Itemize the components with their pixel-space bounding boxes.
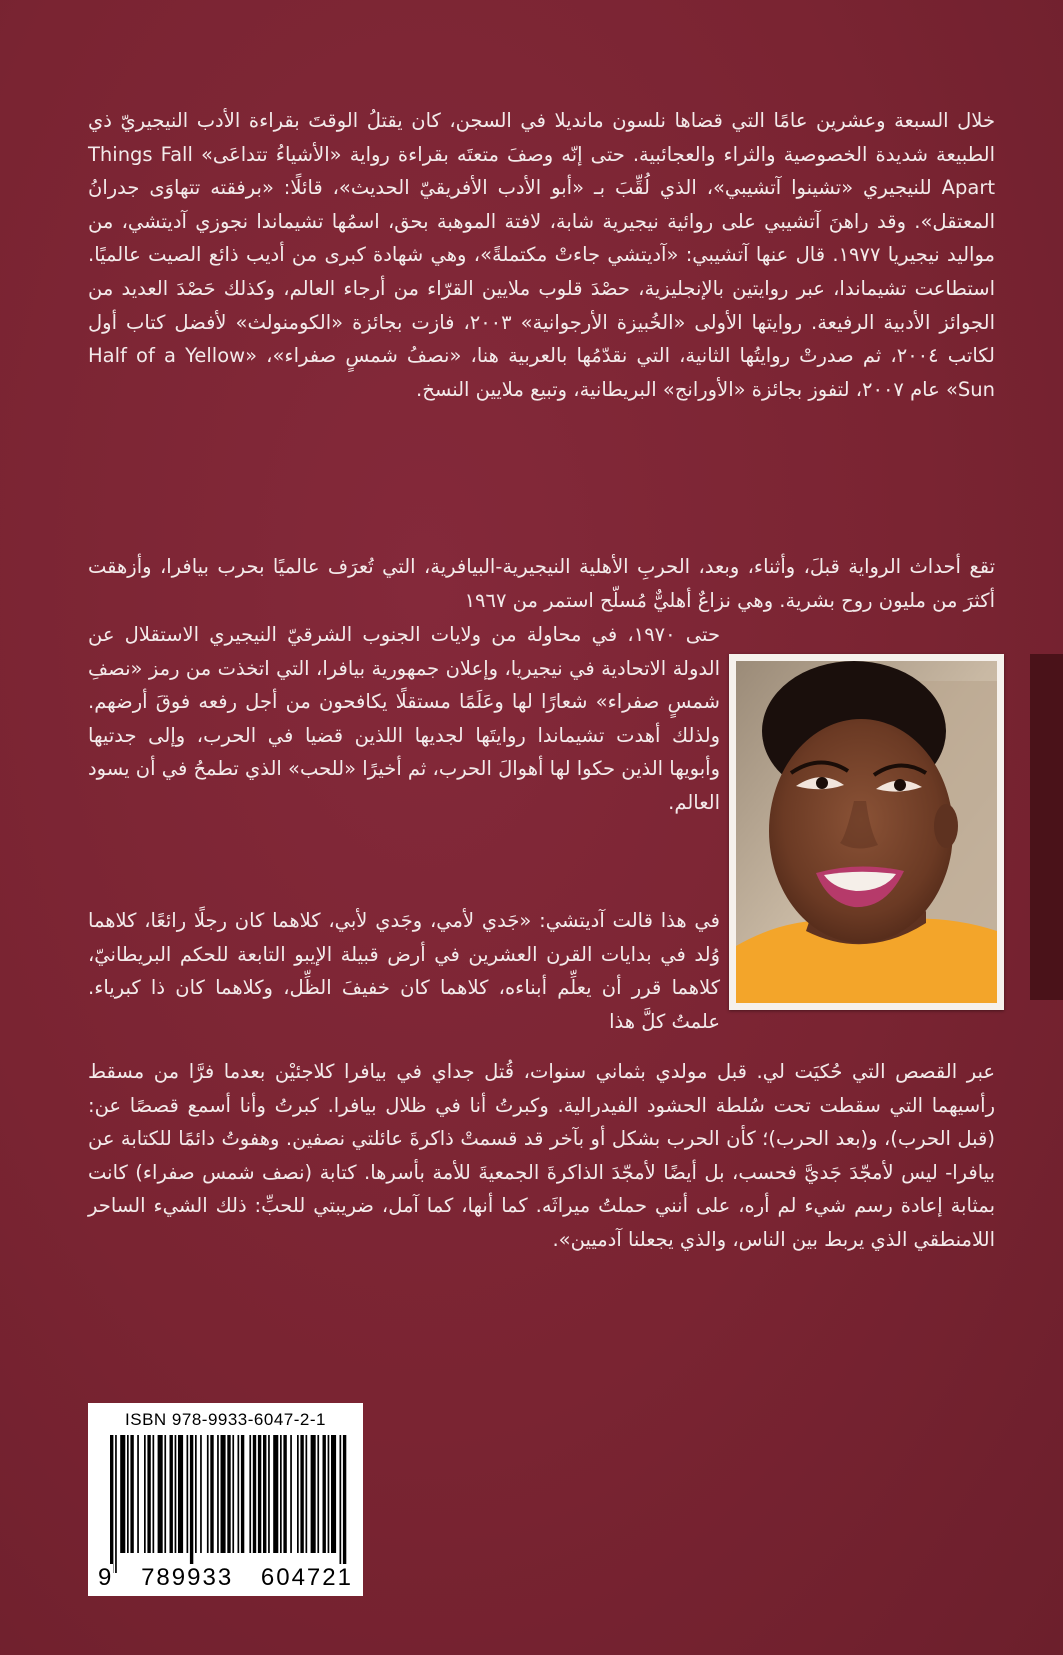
author-portrait-icon — [736, 661, 997, 1003]
barcode-bar — [158, 1435, 163, 1553]
barcode-bar — [110, 1435, 113, 1573]
barcode-bar — [190, 1435, 193, 1573]
barcode-bar — [300, 1435, 303, 1553]
barcode-bar — [221, 1435, 226, 1553]
barcode-bar — [249, 1435, 251, 1553]
barcode-bar — [306, 1435, 308, 1553]
barcode-bar — [273, 1435, 278, 1553]
barcode-bar — [328, 1435, 330, 1553]
barcode-digits — [98, 1564, 353, 1592]
barcode-bar — [207, 1435, 209, 1553]
blurb-paragraph-3: حتى ١٩٧٠، في محاولة من ولايات الجنوب الشرقيّ النيجيري الاستقلال عن الدولة الاتحادية في نيجيريا، وإعلان جمهورية بيافرا، التي اتخذت من رمز «نصفِ شمسٍ صفراء» شعارًا لها وعَلَمًا مستقلًا يكافحون من أجل رفعه فوقَ أرضهم. ولذلك أهدت تشيماندا روايتَها لجديها اللذين قضيا في الحرب، وإلى جدتيها وأبويها الذين حكوا لها أهوالَ الحرب، ثم أخيرًا «للحب» الذي تطمحُ في أن يسود العالم. — [87, 623, 720, 814]
barcode-bar — [217, 1435, 219, 1553]
author-photo — [729, 654, 1004, 1010]
barcode-bar — [253, 1435, 256, 1553]
barcode-bar — [210, 1435, 213, 1553]
barcode — [88, 1403, 363, 1596]
barcode-bar — [323, 1435, 326, 1553]
barcode-bar — [137, 1435, 139, 1553]
barcode-bar — [232, 1435, 234, 1553]
barcode-bar — [263, 1435, 266, 1553]
barcode-bar — [238, 1435, 240, 1553]
barcode-bar — [200, 1435, 202, 1553]
barcode-bar — [241, 1435, 244, 1553]
barcode-bar — [130, 1435, 133, 1553]
barcode-digits-group-1: 789933 — [141, 1564, 234, 1591]
blurb-paragraph-1: خلال السبعة وعشرين عامًا التي قضاها نلسون مانديلا في السجن، كان يقتلُ الوقتَ بقراءة الأدب النيجيريّ ذي الطبيعة شديدة الخصوصية والثراء والعجائبية. حتى إنّه وصفَ متعتَه بقراءة رواية «الأشياءُ تتداعَى» Things Fall Apart للنيجيري «تشينوا آتشيبي»، الذي لُقِّبَ بـ «أبو الأدب الأفريقيّ الحديث»، قائلًا: «برفقته تتهاوَى جدرانُ المعتقل». وقد راهنَ آتشيبي على روائية نيجيرية شابة، لافتة الموهبة بحق، اسمُها تشيماندا نجوزي آديتشي، من مواليد نيجيريا ١٩٧٧. قال عنها آتشيبي: «آديتشي جاءتْ مكتملةً»، وهي شهادة كبرى من أديب ذائع الصيت عالميًا. استطاعت تشيماندا، عبر روايتين بالإنجليزية، حصْدَ قلوب ملايين القرّاء من أرجاء العالم، وكذلك حَصْدَ العديد من الجوائز الأدبية الرفيعة. روايتها الأولى «الخُبيزة الأرجوانية» ٢٠٠٣، فازت بجائزة «الكومنولث» لأفضل كتاب أول لكاتب ٢٠٠٤، ثم صدرتْ روايتُها الثانية، التي نقدّمُها بالعربية هنا، «نصفُ شمسٍ صفراء»، «Half of a Yellow Sun» عام ٢٠٠٧، لتفوز بجائزة «الأورانج» البريطانية، وتبيع ملايين النسخ. — [88, 109, 995, 401]
flap-edge — [1030, 654, 1063, 1000]
blurb-paragraph-2: تقع أحداث الرواية قبلَ، وأثناء، وبعد، الحربِ الأهلية النيجيرية-البيافرية، التي تُعرَف عالميًا بحرب بيافرا، وأزهقت أكثرَ من مليون روح بشرية. وهي نزاعٌ أهليٌّ مُسلّح استمر من ١٩٦٧ — [88, 555, 995, 612]
barcode-bar — [311, 1435, 316, 1553]
barcode-bar — [317, 1435, 319, 1553]
blurb-paragraph-4: في هذا قالت آديتشي: «جَدي لأمي، وجَدي لأبي، كلاهما كان رجلًا رائعًا، كلاهما وُلد في بدايات القرن العشرين في أرض قبيلة الإيبو التابعة للحكم البريطانيّ، كلاهما قرر أن يعلِّم أبناءه، كلاهما كان خفيفَ الظِّل، وكلاهما كان ذا كبرياء. علمتُ كلَّ هذا — [88, 909, 720, 1033]
barcode-bar — [258, 1435, 261, 1553]
barcode-bar — [144, 1435, 146, 1553]
barcode-digit-first: 9 — [98, 1564, 114, 1591]
barcode-bar — [170, 1435, 173, 1553]
barcode-bar — [153, 1435, 155, 1553]
barcode-bar — [164, 1435, 166, 1553]
barcode-bar — [195, 1435, 197, 1553]
barcode-bar — [297, 1435, 299, 1553]
barcode-bar — [187, 1435, 189, 1553]
barcode-digits-group-2: 604721 — [260, 1564, 353, 1591]
barcode-bar — [120, 1435, 125, 1553]
barcode-bar — [268, 1435, 270, 1553]
barcode-bar — [283, 1435, 286, 1553]
blurb-paragraph-5: عبر القصص التي حُكيَت لي. قبل مولدي بثماني سنوات، قُتل جداي في بيافرا كلاجئيْن بعدما فرَّا من مسقط رأسيهما التي سقطت تحت سُلطة الحشود الفيدرالية. وكبرتُ أنا في ظلال بيافرا. كبرتُ وأنا أسمع قصصًا عن: (قبل الحرب)، و(بعد الحرب)؛ كأن الحرب بشكل أو بآخر قد قسمتْ ذاكرةَ عائلتي نصفين. وهفوتُ دائمًا للكتابة عن بيافرا- ليس لأمجّدَ جَديَّ فحسب، بل أيضًا لأمجّدَ الذاكرةَ الجمعيةَ للأمة بأسرها. كتابة (نصف شمس صفراء) كانت بمثابة إعادة رسم شيء لم أره، على أنني حملتُ ميراثَه. كما أنها، كما آمل، ضريبتي للحبِّ: ذلك الشيء الساحر اللامنطقي الذي يربط بين الناس، والذي يجعلنا آدميين». — [88, 1060, 995, 1251]
barcode-bar — [331, 1435, 336, 1553]
barcode-bars-icon — [98, 1435, 353, 1575]
barcode-bar — [127, 1435, 129, 1553]
barcode-bar — [175, 1435, 177, 1553]
barcode-bar — [178, 1435, 183, 1553]
barcode-bar — [115, 1435, 117, 1573]
barcode-bar — [227, 1435, 230, 1553]
barcode-bar — [290, 1435, 292, 1553]
barcode-bar — [147, 1435, 150, 1553]
isbn-label: ISBN 978-9933-6047-2-1 — [125, 1410, 326, 1429]
barcode-bar — [280, 1435, 282, 1553]
barcode-bar — [343, 1435, 346, 1573]
barcode-bar — [340, 1435, 342, 1573]
